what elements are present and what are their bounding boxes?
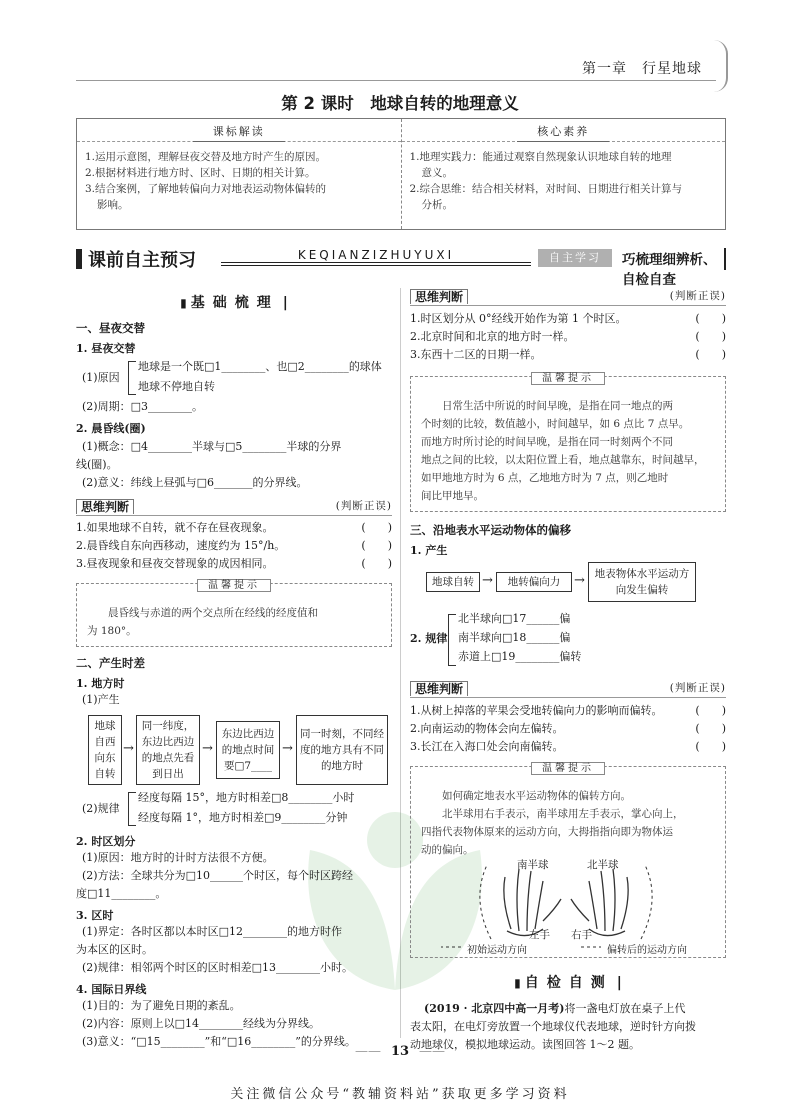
legend-deflect: 偏转后的运动方向 xyxy=(607,945,687,956)
tip-box-3 xyxy=(410,763,726,958)
meaning-label: (2)意义：纬线上昼弧与 xyxy=(82,476,197,489)
judge-text: 1.从树上掉落的苹果会受地转偏向力的影响而偏转。 xyxy=(410,704,663,717)
cause-a3-text: 的球体 xyxy=(348,360,382,373)
standards-item: 影响。 xyxy=(97,199,129,211)
heading-day-night-alt: 1. 昼夜交替 xyxy=(76,342,136,355)
concept-c: 半球的分界 xyxy=(286,440,342,453)
concept-line-cont: 线(圈)。 xyxy=(76,458,118,471)
flow-arrow: → xyxy=(123,741,134,756)
zone-time-law xyxy=(76,959,392,977)
judge-header-2 xyxy=(410,288,726,306)
standards-column xyxy=(77,119,401,229)
standards-item: 2.根据材料进行地方时、区时、日期的相关计算。 xyxy=(85,167,316,179)
tip-text: 地点之间的比较，以太阳位置上看，地点越靠东，时间越早， xyxy=(421,454,705,466)
cause-a2-text: 、也 xyxy=(265,360,288,373)
judge-header-1 xyxy=(76,498,392,516)
tip-text: 北半球用右手表示，南半球用左手表示，掌心向上， xyxy=(442,808,684,820)
judge-text: 3.东西十二区的日期一样。 xyxy=(410,348,542,361)
concept-label: (1)概念： xyxy=(82,440,131,453)
goals-box xyxy=(76,118,726,230)
tip-title: 温馨提示 xyxy=(531,372,605,385)
judge-text: 1.如果地球不自转，就不存在昼夜现象。 xyxy=(76,521,274,534)
banner-slogan: 巧梳理细辨析、自检自查 xyxy=(622,252,717,288)
header-bracket xyxy=(714,40,728,92)
tip-text: 间比甲地早。 xyxy=(421,490,484,502)
south-hemisphere-label: 南半球 xyxy=(517,859,549,871)
zone-method-text2: 个时区，每个时区跨经 xyxy=(242,869,353,882)
flow-arrow: → xyxy=(282,741,293,756)
date-line-content xyxy=(76,1015,392,1033)
judge-text: 1.时区划分从 0°经线开始作为第 1 个时区。 xyxy=(410,312,627,325)
judge-item xyxy=(410,720,726,738)
rule-north xyxy=(458,610,570,628)
flow-box-sunrise: 同一纬度，东边比西边的地点先看到日出 xyxy=(136,715,200,785)
basic-section-title: ▮ 基础梳理 | xyxy=(76,292,392,312)
banner-pinyin: KEQIANZIZHUYUXI xyxy=(297,248,455,262)
tip-text: 个时刻的比较，数值越小，时间越早，如 6 点比 7 点早。 xyxy=(421,418,690,430)
judge-text: 2.向南运动的物体会向左偏转。 xyxy=(410,722,564,735)
zone-reason: (1)原因：地方时的计时方法很不方便。 xyxy=(82,851,274,864)
date-line-meaning-text2: ”和“ xyxy=(204,1035,227,1048)
exercise-text: 将一盏电灯放在桌子上代 xyxy=(564,1002,686,1015)
flow-box-rotation: 地球自西向东自转 xyxy=(88,715,122,785)
heading-terminator: 2. 晨昏线(圈) xyxy=(76,422,146,435)
banner-bar xyxy=(724,248,726,270)
standards-title: 课标解读 xyxy=(193,123,285,142)
blank-15[interactable]: □15________ xyxy=(136,1035,205,1048)
exercise-source: (2019 · 北京四中高一月考) xyxy=(424,1002,565,1015)
literacy-item: 意义。 xyxy=(421,167,453,179)
flow-rotation: 地球自转 xyxy=(426,572,480,592)
zone-time-def xyxy=(76,923,392,941)
tip-text: 四指代表物体原来的运动方向，大拇指指向即为物体运 xyxy=(421,826,673,838)
heading-date-line: 4. 国际日界线 xyxy=(76,983,147,996)
literacy-item: 分析。 xyxy=(421,199,453,211)
zone-method-cont: 度□11________。 xyxy=(76,887,167,900)
cause-line-b: 地球不停地自转 xyxy=(138,380,215,393)
heading-zone-time: 3. 区时 xyxy=(76,909,114,922)
blank-4[interactable]: □4________ xyxy=(130,440,192,453)
answer-paren[interactable]: ( ) xyxy=(695,740,726,753)
judge-item xyxy=(410,310,726,328)
blank-10[interactable]: □10______ xyxy=(185,869,243,882)
brace xyxy=(448,614,456,666)
zone-time-law-text2: 小时。 xyxy=(319,961,353,974)
judge-list-1 xyxy=(76,519,392,573)
header-rule xyxy=(76,80,716,81)
blank-17[interactable]: □17______ xyxy=(502,612,560,625)
tip-text: 晨昏线与赤道的两个交点所在经线的经度值和 xyxy=(108,607,318,619)
standards-item: 3.结合案例，了解地转偏向力对地表运动物体偏转的 xyxy=(85,183,327,195)
law-a-text: 经度每隔 15°，地方时相差 xyxy=(138,791,271,804)
period-line: (2)周期：□3________。 xyxy=(82,400,203,413)
judge-item xyxy=(76,555,392,573)
judge-list-2 xyxy=(410,310,726,364)
tip-title: 温馨提示 xyxy=(531,762,605,775)
law-block xyxy=(76,789,392,829)
heading-local-time: 1. 地方时 xyxy=(76,677,125,690)
cause-line-a xyxy=(138,358,382,376)
rule-unit: 偏 xyxy=(559,612,571,625)
literacy-item: 2.综合思维：结合相关材料，对时间、日期进行相关计算与 xyxy=(409,183,683,195)
rule-unit: 偏转 xyxy=(559,650,582,663)
cause-block xyxy=(76,358,392,398)
heading-deflection: 三、沿地表水平运动物体的偏移 xyxy=(410,523,571,537)
date-line-purpose: (1)目的：为了避免日期的紊乱。 xyxy=(82,999,241,1012)
heading-day-night: 一、昼夜交替 xyxy=(76,321,145,335)
judge-item xyxy=(76,519,392,537)
tip-text: 为 180°。 xyxy=(87,625,137,637)
origin-label: (1)产生 xyxy=(82,693,120,706)
blank-5[interactable]: □5________ xyxy=(225,440,287,453)
banner-tag: 自主学习 xyxy=(538,249,612,267)
banner-title: 课前自主预习 xyxy=(76,246,196,272)
flow-result: 地表物体水平运动方向发生偏转 xyxy=(588,562,696,602)
judge-instruction: (判断正误) xyxy=(669,290,726,302)
tip-text: 而地方时所讨论的时间早晚，是指在同一时刻两个不同 xyxy=(421,436,673,448)
blank-1[interactable]: □1________ xyxy=(204,360,266,373)
answer-paren[interactable]: ( ) xyxy=(361,521,392,534)
exercise-text: 表太阳，在电灯旁放置一个地球仪代表地球，逆时针方向拨 xyxy=(410,1020,696,1033)
judge-title: 思维判断 xyxy=(76,499,134,514)
flow-arrow: → xyxy=(574,573,585,588)
meaning-line xyxy=(76,474,392,492)
hands-diagram-icon xyxy=(431,859,701,953)
rule-equator xyxy=(458,648,581,666)
answer-paren[interactable]: ( ) xyxy=(695,312,726,325)
chapter-header: 第一章 行星地球 xyxy=(582,61,702,77)
zone-time-def-cont: 为本区的区时。 xyxy=(76,943,153,956)
blank-18[interactable]: □18______ xyxy=(502,631,560,644)
law-b-unit: 分钟 xyxy=(325,811,348,824)
banner-rule xyxy=(221,265,531,266)
answer-paren[interactable]: ( ) xyxy=(695,330,726,343)
judge-text: 2.北京时间和北京的地方时一样。 xyxy=(410,330,575,343)
answer-paren[interactable]: ( ) xyxy=(361,557,392,570)
answer-paren[interactable]: ( ) xyxy=(695,348,726,361)
judge-text: 2.晨昏线自东向西移动，速度约为 15°/h。 xyxy=(76,539,286,552)
blank-19[interactable]: □19________ xyxy=(491,650,560,663)
zone-time-def-text: (1)界定：各时区都以本时区 xyxy=(82,925,219,938)
exercise-text: 动地球仪，模拟地球运动。读图回答 1～2 题。 xyxy=(410,1038,640,1051)
flow-arrow: → xyxy=(202,741,213,756)
tip-text: 如何确定地表水平运动物体的偏转方向。 xyxy=(442,790,631,802)
rule-north-text: 北半球向 xyxy=(458,612,502,625)
tip-box-1 xyxy=(76,580,392,647)
heading-time-diff: 二、产生时差 xyxy=(76,656,145,670)
literacy-column xyxy=(401,119,726,229)
judge-title: 思维判断 xyxy=(410,681,468,696)
footer-note: 关注微信公众号“教辅资料站”获取更多学习资料 xyxy=(230,1087,570,1102)
judge-item xyxy=(410,328,726,346)
period-label: (2)周期： xyxy=(82,400,131,413)
rule-south xyxy=(458,629,570,647)
legend-initial: 初始运动方向 xyxy=(467,945,527,956)
blank-12[interactable]: □12________ xyxy=(218,925,287,938)
meaning-b: 的分界线。 xyxy=(252,476,308,489)
rule-block xyxy=(410,610,726,670)
blank-2[interactable]: □2________ xyxy=(287,360,349,373)
standards-item: 1.运用示意图，理解昼夜交替及地方时产生的原因。 xyxy=(85,151,327,163)
judge-header-3 xyxy=(410,680,726,698)
preview-banner xyxy=(76,246,726,288)
rule-unit: 偏 xyxy=(559,631,571,644)
judge-instruction: (判断正误) xyxy=(669,682,726,694)
blank-6[interactable]: □6_______ xyxy=(196,476,253,489)
tip-title: 温馨提示 xyxy=(197,579,271,592)
law-b-text: 经度每隔 1°，地方时相差 xyxy=(138,811,264,824)
zone-method xyxy=(76,867,392,885)
law-label: (2)规律 xyxy=(82,802,120,815)
judge-text: 3.昼夜现象和昼夜交替现象的成因相同。 xyxy=(76,557,274,570)
blank-11[interactable]: □11________ xyxy=(87,887,156,900)
flow-box-earlier xyxy=(216,721,280,779)
lesson-title: 第 2 课时 地球自转的地理意义 xyxy=(281,94,519,113)
heading-deflection-cause: 1. 产生 xyxy=(410,544,448,557)
answer-paren[interactable]: ( ) xyxy=(695,722,726,735)
tip-box-2 xyxy=(410,373,726,512)
concept-b: 半球与 xyxy=(192,440,225,453)
answer-paren[interactable]: ( ) xyxy=(361,539,392,552)
north-hemisphere-label: 北半球 xyxy=(587,859,619,871)
literacy-item: 1.地理实践力：能通过观察自然现象认识地球自转的地理 xyxy=(409,151,672,163)
banner-rule xyxy=(221,262,531,263)
tip-text: 日常生活中所说的时间早晚，是指在同一地点的两 xyxy=(442,400,673,412)
self-test-title: ▮ 自检自测 | xyxy=(410,972,726,992)
flow-box3-text: 东边比西边的地点时间要 xyxy=(221,728,275,772)
blank-16[interactable]: □16________ xyxy=(226,1035,296,1048)
judge-item xyxy=(76,537,392,555)
judge-instruction: (判断正误) xyxy=(335,500,392,512)
judge-item xyxy=(410,702,726,720)
blank-7[interactable]: □7____ xyxy=(234,760,273,772)
blank-8[interactable]: □8________ xyxy=(271,791,333,804)
judge-item xyxy=(410,738,726,756)
blank-9[interactable]: □9________ xyxy=(264,811,326,824)
heading-deflection-rule: 2. 规律 xyxy=(410,632,448,645)
answer-paren[interactable]: ( ) xyxy=(695,704,726,717)
page-number: —— 13 —— xyxy=(0,1044,800,1059)
right-column xyxy=(410,288,726,1054)
date-line-content-text: (2)内容：原则上以 xyxy=(82,1017,175,1030)
cause-label: (1)原因 xyxy=(82,371,120,384)
judge-item xyxy=(410,346,726,364)
literacy-title: 核心素养 xyxy=(517,123,609,142)
date-line-meaning-text: (3)意义：“ xyxy=(82,1035,137,1048)
brace xyxy=(128,361,136,395)
law-line-b xyxy=(138,809,347,827)
concept-line xyxy=(76,438,392,456)
zone-method-text: (2)方法：全球共分为 xyxy=(82,869,186,882)
law-a-unit: 小时 xyxy=(332,791,355,804)
flow-box-local-time: 同一时刻，不同经度的地方具有不同的地方时 xyxy=(296,715,388,785)
law-line-a xyxy=(138,789,354,807)
zone-time-def-text2: 的地方时作 xyxy=(286,925,342,938)
date-line-meaning-text3: ”的分界线。 xyxy=(295,1035,356,1048)
judge-list-3 xyxy=(410,702,726,756)
exercise-line xyxy=(410,1000,726,1018)
date-line-content-text2: 经线为分界线。 xyxy=(242,1017,320,1030)
rule-equator-text: 赤道上 xyxy=(458,650,491,663)
heading-time-zone: 2. 时区划分 xyxy=(76,835,136,848)
judge-title: 思维判断 xyxy=(410,289,468,304)
cause-a-text: 地球是一个既 xyxy=(138,360,204,373)
brace xyxy=(128,792,136,826)
flow-arrow: → xyxy=(482,573,493,588)
left-column xyxy=(76,292,392,1051)
blank-13[interactable]: □13________ xyxy=(251,961,320,974)
zone-method-text3: 度 xyxy=(76,887,87,900)
flow-coriolis: 地转偏向力 xyxy=(496,572,572,592)
tip-text: 动的偏向。 xyxy=(421,844,474,856)
rule-south-text: 南半球向 xyxy=(458,631,502,644)
blank-14[interactable]: □14________ xyxy=(174,1017,243,1030)
right-hand-label: 右手 xyxy=(571,929,592,941)
judge-text: 3.长江在入海口处会向南偏转。 xyxy=(410,740,564,753)
left-hand-label: 左手 xyxy=(529,929,550,941)
local-time-flow xyxy=(76,711,392,789)
zone-time-law-text: (2)规律：相邻两个时区的区时相差 xyxy=(82,961,252,974)
tip-text: 如甲地地方时为 6 点，乙地地方时为 7 点，则乙地时 xyxy=(421,472,669,484)
deflection-flow xyxy=(410,560,726,606)
blank-3[interactable]: □3________ xyxy=(130,400,192,413)
